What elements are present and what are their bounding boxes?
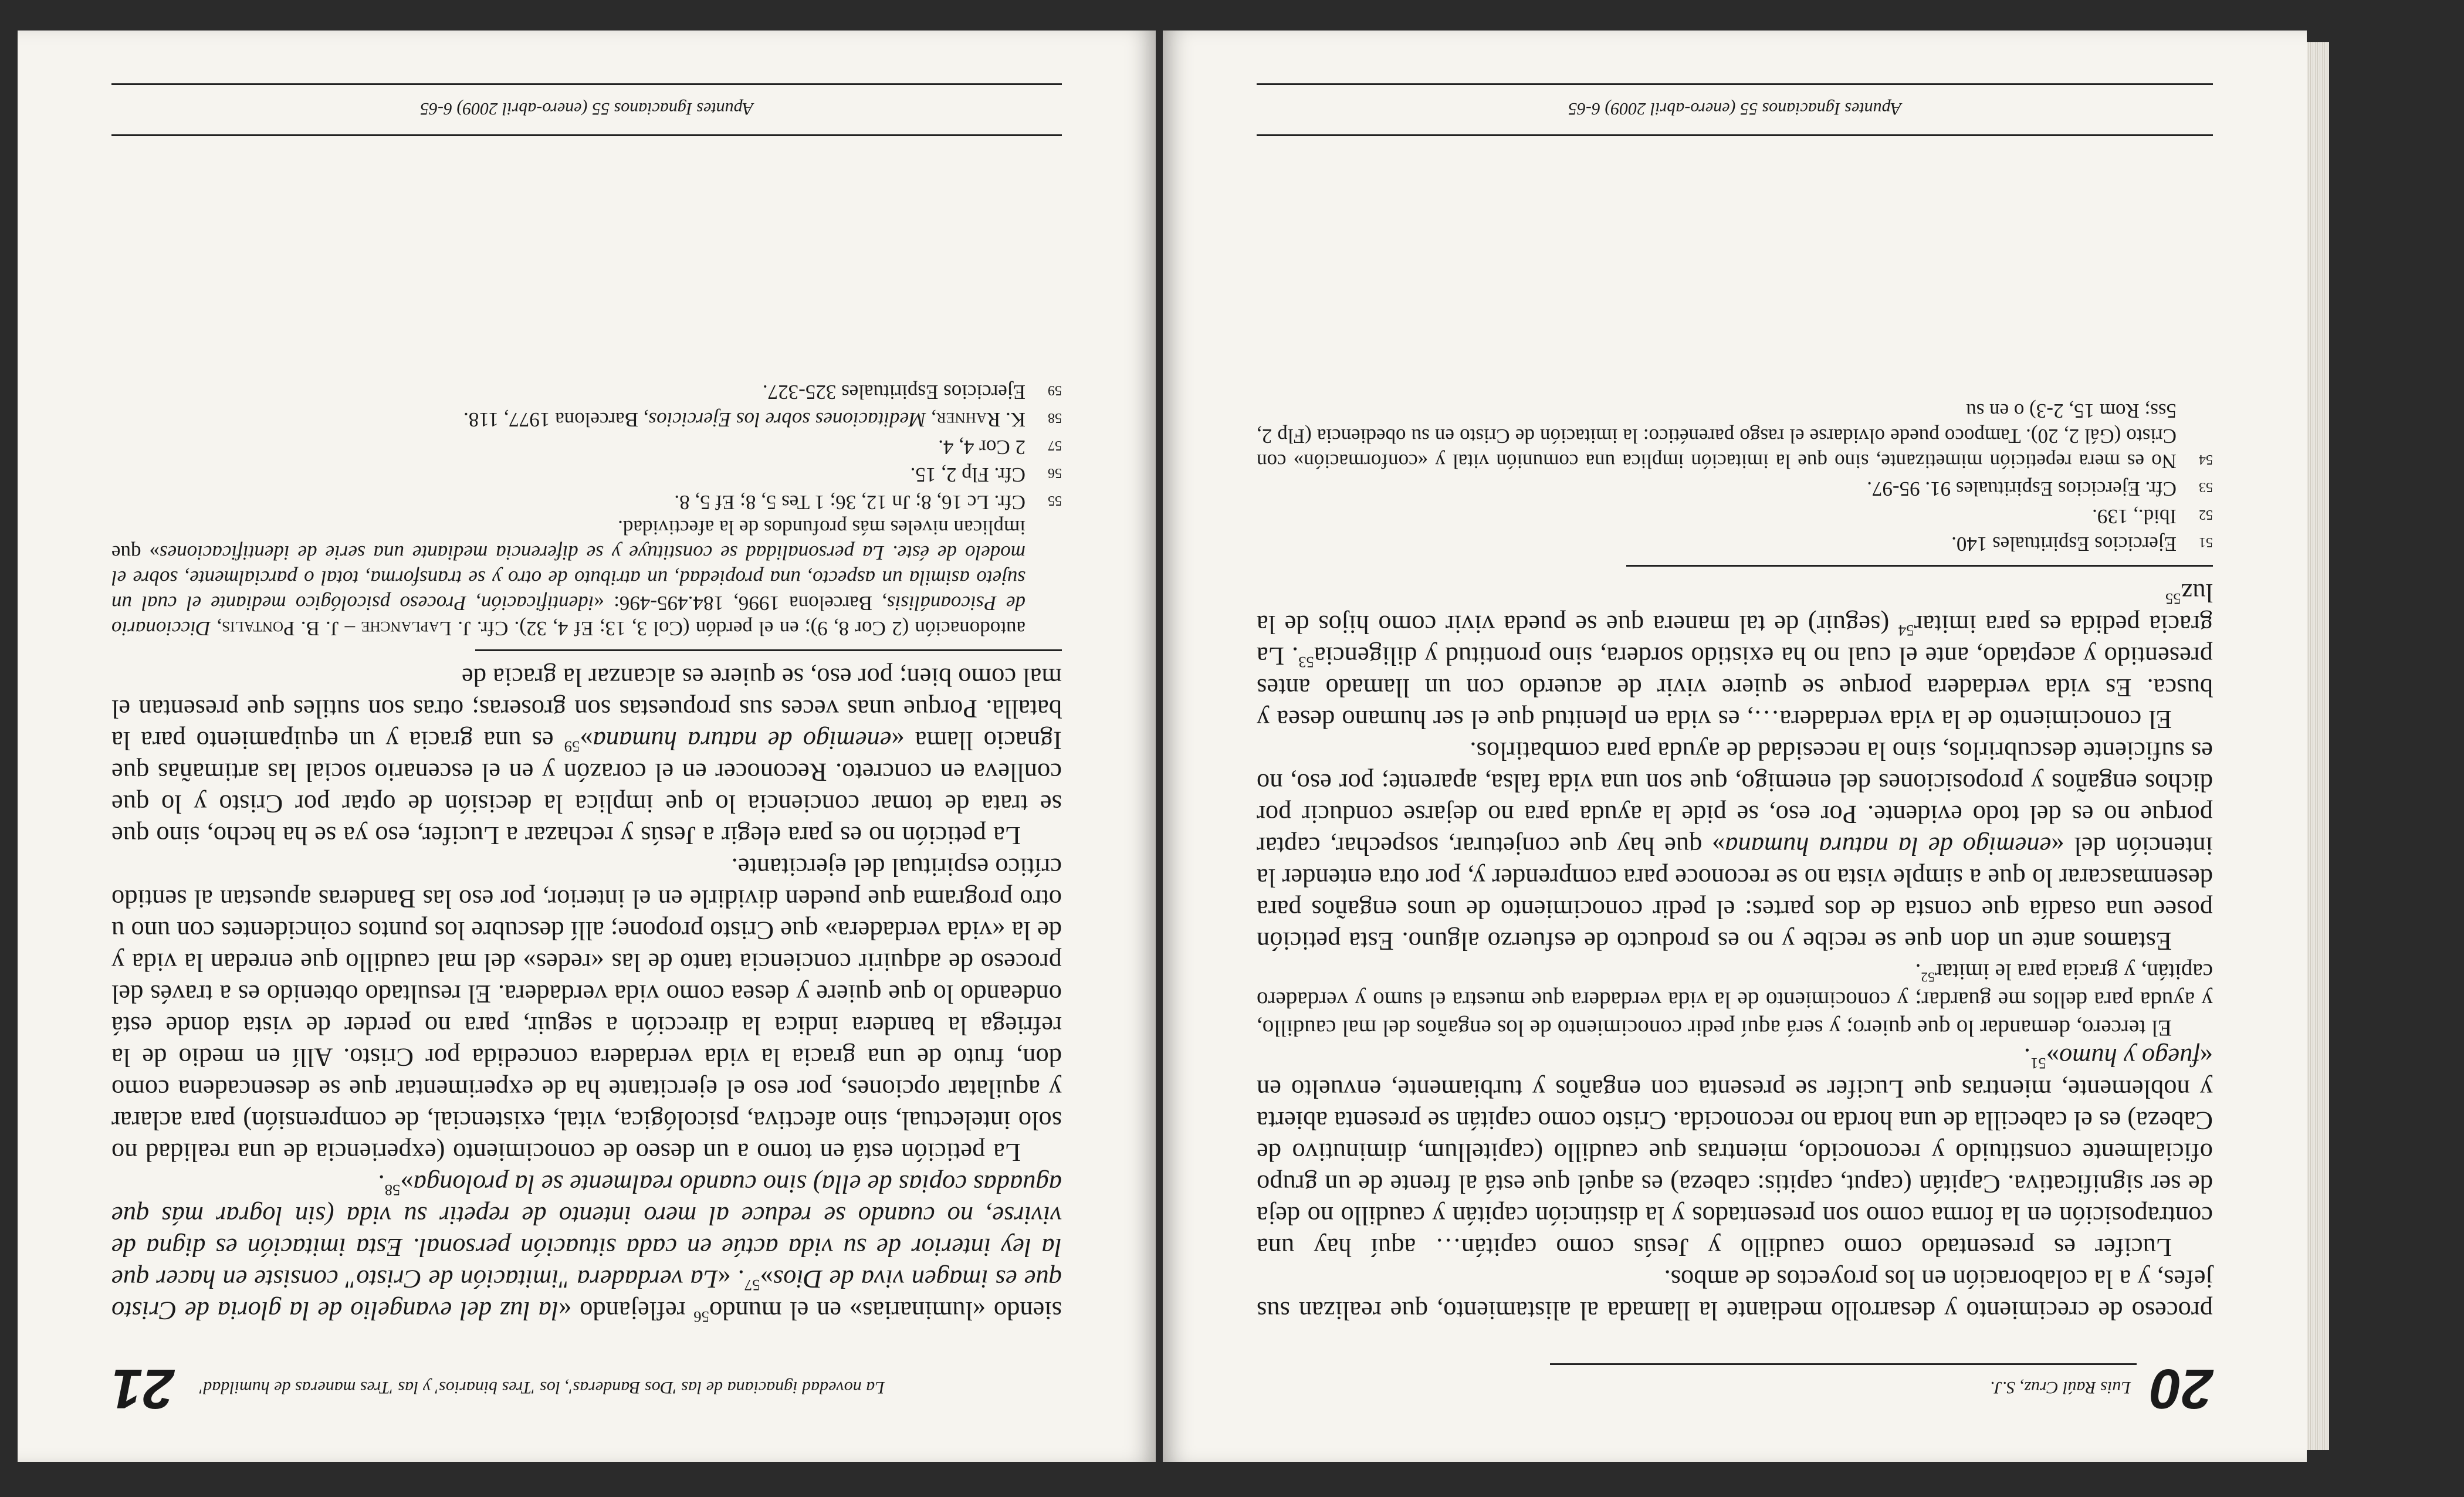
running-head: La novedad ignaciana de las 'Dos Banderas', los 'Tres binarios' y las 'Tres maneras de humildad' bbox=[199, 1378, 885, 1397]
footnote bbox=[1257, 398, 2213, 474]
footnote bbox=[111, 377, 1062, 405]
footnote-text: Cfr. Ejercicios Espirituales 91. 95-97. bbox=[1867, 477, 2177, 500]
right-body-text bbox=[111, 377, 1062, 1327]
footnotes bbox=[111, 377, 1062, 641]
footnote-number: 53 bbox=[2199, 479, 2213, 495]
block-quote: El tercero, demandar lo que quiero; y será aquí pedir conocimiento de los engaños del mal caudillo, y ayuda para dellos me guardar; y conocimiento de la vida verdadera que muestra el sumo y verdadero capitán, y gracia para le imitar$^{52}$. bbox=[1257, 959, 2213, 1041]
right-footer bbox=[111, 83, 1062, 136]
footnote-separator bbox=[475, 649, 1062, 651]
footnote-text: Cfr. Flp 2, 15. bbox=[910, 463, 1025, 486]
footnote-text: Cfr. Lc 16, 8; Jn 12, 36; 1 Tes 5, 8; Ef 5, 8. bbox=[674, 491, 1025, 514]
footnote-number: 55 bbox=[1048, 493, 1062, 508]
footnote bbox=[111, 460, 1062, 487]
body-paragraph: proceso de crecimiento y desarrollo mediante la llamada al alistamiento, que realizan sus jefes, y a la colaboración en los proyectos de ambos. bbox=[1257, 1265, 2213, 1326]
body-paragraph: siendo «luminarias» en el mundo$^{56}$ reflejando «la luz del evangelio de la gloria de Cristo que es imagen viva de Dios»$^{57}$. «La verdadera "imitación de Cristo" consiste en hacer que la ley interior de su vida actúe en cada situación personal. Esta imitación es digna de vivirse, no cuando se reduce al mero intento de repetir su vida (sin lograr más que aguadas copias de ella) sino cuando realmente se la prolonga»$^{58}$. bbox=[111, 1170, 1062, 1326]
footnote-number: 54 bbox=[2199, 452, 2213, 467]
journal-reference: Apuntes Ignacianos 55 (enero-abril 2009) 6-65 bbox=[420, 99, 753, 118]
body-paragraph: La petición no es para elegir a Jesús y rechazar a Lucifer, eso ya se ha hecho, sino que se trata de tomar conciencia lo que implica la decisión de optar por Cristo y lo que conlleva en concreto. Reconocer en el corazón y en el escenario social las artimañas que Ignacio llama «enemigo de natura humana»$^{59}$ es una gracia y un equipamiento para la batalla. Porque unas veces sus propuestas son groseras; otras son sutiles que presentan el mal como bien; por eso, se quiere es alcanzar la gracia de bbox=[111, 663, 1062, 851]
footnote bbox=[111, 432, 1062, 460]
left-footer bbox=[1257, 83, 2213, 136]
footnote-text: Ejercicios Espirituales 325-327. bbox=[762, 381, 1025, 404]
footnote bbox=[1257, 529, 2213, 557]
journal-reference: Apuntes Ignacianos 55 (enero-abril 2009) 6-65 bbox=[1568, 99, 1901, 118]
body-paragraph: El conocimiento de la vida verdadera…, es vida en plenitud que el ser humano desea y busca. Es vida verdadera porque se quiere vivir de acuerdo con un llamado antes presentido y aceptado, ante el cual no ha existido sordera, sino prontitud y diligencia$^{53}$. La gracia pedida es para imitar$^{54}$ (seguir) de tal manera que se pueda vivir como hijos de la luz$^{55}$ bbox=[1256, 578, 2213, 734]
page-number: 21 bbox=[111, 1357, 174, 1420]
footnote bbox=[111, 487, 1062, 515]
right-header bbox=[111, 1344, 1062, 1421]
page-edges bbox=[2306, 42, 2329, 1450]
body-paragraph: La petición está en torno a un deseo de conocimiento (experiencia de una realidad no solo intelectual, sino afectiva, psicológica, vital, existencial, de comprensión) para aclarar y aquilatar opciones, por eso el ejercitante ha de experimentar que se desencadena como don, fruto de una gracia la vida verdadera concedida por Cristo. Allí en medio de la refriega la bandera indica la dirección a seguir, para no perder de vista donde está ondeando lo que quiere y desea como vida verdadera. El resultado obtenido es a través del proceso de adquirir conciencia tanto de las «redes» del mal caudillo que enredan la vida y de la «vida verdadera» que Cristo propone; allí descubre los puntos coincidentes con uno u otro programa que pueden dividirle en el interior, por eso las Banderas apuestan al sentido crítico espiritual del ejercitante. bbox=[111, 853, 1062, 1167]
page-number: 20 bbox=[2150, 1357, 2213, 1420]
footnote-number: 52 bbox=[2199, 507, 2213, 522]
footnote-number: 51 bbox=[2199, 534, 2213, 550]
footnote bbox=[111, 515, 1062, 641]
footnote-text: Ibid., 139. bbox=[2092, 505, 2177, 528]
footnote-number: 57 bbox=[1048, 438, 1062, 453]
footnote-separator bbox=[1626, 565, 2213, 567]
left-page bbox=[1163, 31, 2307, 1462]
footnote-text: No es mera repetición mimetizante, sino que la imitación implica una comunión vital y «conformación» con Cristo (Gál 2, 20). Tampoco puede olvidarse el rasgo parenético: la imitación de Cristo en su obediencia (Flp 2, 5ss; Rom 15, 2-3) o en su bbox=[1257, 399, 2177, 473]
running-head: Luis Raúl Cruz, S.J. bbox=[1989, 1378, 2131, 1397]
footnote bbox=[1257, 502, 2213, 529]
footnote-number: 56 bbox=[1048, 465, 1062, 480]
footnote-number: 59 bbox=[1048, 382, 1062, 398]
footnote-text: 2 Cor 4, 4. bbox=[938, 436, 1025, 459]
footnote-text: Ejercicios Espirituales 140. bbox=[1951, 533, 2177, 556]
footnote-number: 58 bbox=[1048, 410, 1062, 425]
left-body-text bbox=[1257, 398, 2213, 1327]
footnote bbox=[111, 405, 1062, 432]
footnote-text: autodonación (2 Cor 8, 9); en el perdón (Col 3, 13; Ef 4, 32). Cfr. J. Laplanche – J. B. Pontalis, Diccionario de Psicoanálisis, Barcelona 1996, 184.495-496: «identificación, Proceso psicológico mediante el cual un sujeto asimila un aspecto, una propiedad, un atributo de otro y se transforma, total o parcialmente, sobre el modelo de éste. La personalidad se constituye y se diferencia mediante una serie de identificaciones» que implican niveles más profundos de la afectividad. bbox=[111, 516, 1025, 640]
body-paragraph: Estamos ante un don que se recibe y no es producto de esfuerzo alguno. Esta petición posee una osadía que consta de dos partes: el pedir conocimiento de unos engaños para desenmascarar lo que a simple vista no se reconoce para comprender y, por otra entender la intención del «enemigo de la natura humana» que hay que conjeturar, sospechar, captar porque no es del todo evidente. Por eso, se pide la ayuda para no dejarse conducir por dichos engaños y proposiciones del enemigo, que son una vida falsa, aparente; por eso, no es suficiente descubrirlos, sino la necesidad de ayuda para combatirlos. bbox=[1256, 737, 2213, 956]
right-page bbox=[18, 31, 1156, 1462]
left-header bbox=[1257, 1344, 2213, 1421]
footnote-text: K. Rahner, Meditaciones sobre los Ejercicios, Barcelona 1977, 118. bbox=[463, 408, 1025, 431]
body-paragraph: Lucifer es presentado como caudillo y Jesús como capitán… aquí hay una contraposición en la forma como son presentados y la distinción capitán y caudillo no deja de ser significativa. Capitán (caput, capitis: cabeza) es aquél que está al frente de un grupo oficialmente constituido y reconocido, mientras que caudillo (capitellum, diminutivo de Cabeza) es el cabecilla de una horda no reconocida. Cristo como capitán se presenta abierta y noblemente, mientras que Lucifer se presenta con engaños y turbiamente, envuelto en «fuego y humo»$^{51}$. bbox=[1257, 1043, 2213, 1262]
footnotes bbox=[1257, 398, 2213, 557]
header-rule bbox=[1550, 1363, 2137, 1365]
footnote-number bbox=[1025, 515, 1062, 641]
footnote bbox=[1257, 474, 2213, 502]
